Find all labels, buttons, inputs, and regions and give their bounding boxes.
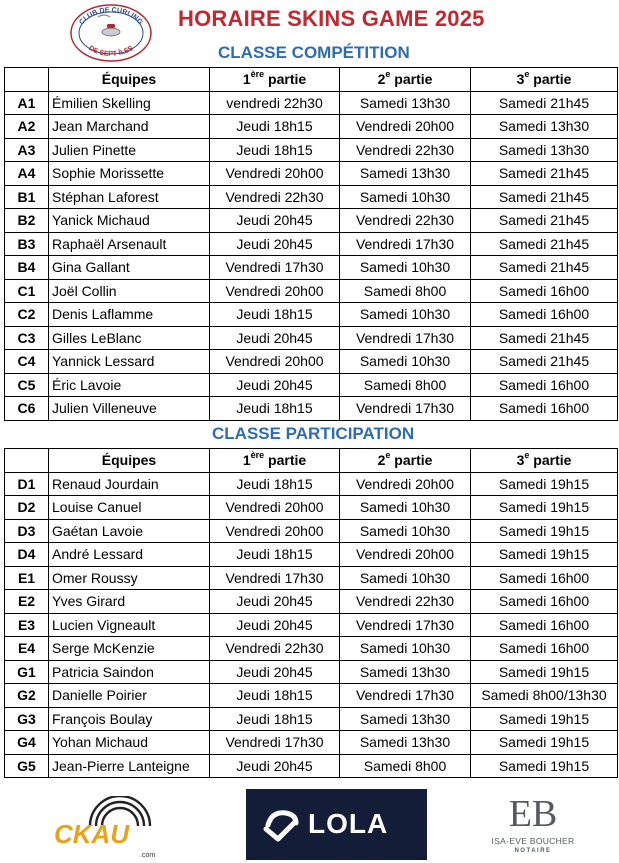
- game-1-time: Jeudi 18h15: [210, 543, 340, 567]
- table-row: [5, 91, 618, 115]
- team-code: C5: [5, 373, 49, 397]
- radio-waves-icon: [48, 796, 178, 858]
- header-game-1: 1ère partie: [210, 68, 340, 92]
- team-name: Raphaël Arsenault: [49, 232, 210, 256]
- header-game-1: 1ère partie: [210, 449, 340, 473]
- game-3-time: Samedi 13h30: [471, 138, 618, 162]
- table-row: [5, 185, 618, 209]
- game-1-time: Vendredi 17h30: [210, 256, 340, 280]
- game-2-time: Samedi 10h30: [340, 256, 471, 280]
- table-row: [5, 232, 618, 256]
- team-code: B2: [5, 209, 49, 233]
- club-logo: [68, 3, 154, 63]
- game-3-time: Samedi 21h45: [471, 91, 618, 115]
- game-3-time: Samedi 16h00: [471, 613, 618, 637]
- team-name: Julien Villeneuve: [49, 397, 210, 421]
- game-3-time: Samedi 16h00: [471, 397, 618, 421]
- game-3-time: Samedi 19h15: [471, 731, 618, 755]
- game-1-time: vendredi 22h30: [210, 91, 340, 115]
- lola-wordmark: LOLA: [308, 808, 389, 839]
- team-code: D2: [5, 496, 49, 520]
- table-row: [5, 590, 618, 614]
- table-row: [5, 660, 618, 684]
- game-2-time: Vendredi 22h30: [340, 138, 471, 162]
- game-2-time: Vendredi 22h30: [340, 209, 471, 233]
- game-3-time: Samedi 8h00/13h30: [471, 684, 618, 708]
- game-3-time: Samedi 21h45: [471, 185, 618, 209]
- team-name: Serge McKenzie: [49, 637, 210, 661]
- team-name: Gina Gallant: [49, 256, 210, 280]
- section-title-competition: CLASSE COMPÉTITION: [218, 43, 410, 62]
- game-1-time: Vendredi 20h00: [210, 279, 340, 303]
- header-code: [5, 449, 49, 473]
- team-name: Éric Lavoie: [49, 373, 210, 397]
- game-2-time: Samedi 10h30: [340, 303, 471, 327]
- team-name: Gaétan Lavoie: [49, 519, 210, 543]
- game-3-time: Samedi 16h00: [471, 566, 618, 590]
- game-3-time: Samedi 19h15: [471, 543, 618, 567]
- game-3-time: Samedi 16h00: [471, 303, 618, 327]
- team-name: Yanick Michaud: [49, 209, 210, 233]
- team-code: C6: [5, 397, 49, 421]
- table-header-row: [5, 449, 618, 473]
- game-3-time: Samedi 19h15: [471, 707, 618, 731]
- team-code: D4: [5, 543, 49, 567]
- table-row: [5, 350, 618, 374]
- team-name: François Boulay: [49, 707, 210, 731]
- table-row: [5, 397, 618, 421]
- team-name: Jean-Pierre Lanteigne: [49, 754, 210, 778]
- table-row: [5, 566, 618, 590]
- table-row: [5, 162, 618, 186]
- game-2-time: Vendredi 17h30: [340, 684, 471, 708]
- game-1-time: Jeudi 18h15: [210, 303, 340, 327]
- table-header-row: [5, 68, 618, 92]
- game-2-time: Samedi 8h00: [340, 373, 471, 397]
- team-name: Gilles LeBlanc: [49, 326, 210, 350]
- table-row: [5, 754, 618, 778]
- team-code: E1: [5, 566, 49, 590]
- game-1-time: Jeudi 18h15: [210, 138, 340, 162]
- page-title: HORAIRE SKINS GAME 2025: [178, 6, 485, 31]
- section-title-participation: CLASSE PARTICIPATION: [212, 424, 415, 443]
- header-game-3: 3e partie: [471, 68, 618, 92]
- team-code: G2: [5, 684, 49, 708]
- table-row: [5, 707, 618, 731]
- table-row: [5, 209, 618, 233]
- team-name: André Lessard: [49, 543, 210, 567]
- game-1-time: Vendredi 20h00: [210, 496, 340, 520]
- game-1-time: Jeudi 20h45: [210, 590, 340, 614]
- game-1-time: Vendredi 20h00: [210, 519, 340, 543]
- game-3-time: Samedi 19h15: [471, 472, 618, 496]
- game-1-time: Jeudi 20h45: [210, 660, 340, 684]
- schedule-table-participation: [4, 448, 618, 778]
- game-1-time: Jeudi 20h45: [210, 373, 340, 397]
- game-1-time: Jeudi 20h45: [210, 232, 340, 256]
- svg-text:CLUB DE CURLING: CLUB DE CURLING: [78, 6, 144, 27]
- game-1-time: Jeudi 18h15: [210, 707, 340, 731]
- sponsor-isa-eve-boucher-logo: [478, 790, 588, 858]
- game-1-time: Jeudi 20h45: [210, 613, 340, 637]
- table-row: [5, 256, 618, 280]
- svg-text:DE SEPT-ÎLES: DE SEPT-ÎLES: [87, 44, 135, 58]
- table-row: [5, 326, 618, 350]
- eb-monogram-icon: [506, 790, 560, 834]
- team-code: A1: [5, 91, 49, 115]
- header-game-3: 3e partie: [471, 449, 618, 473]
- team-code: E3: [5, 613, 49, 637]
- team-name: Émilien Skelling: [49, 91, 210, 115]
- game-3-time: Samedi 19h15: [471, 660, 618, 684]
- game-2-time: Samedi 10h30: [340, 496, 471, 520]
- table-row: [5, 303, 618, 327]
- table-row: [5, 684, 618, 708]
- game-1-time: Jeudi 20h45: [210, 209, 340, 233]
- ckau-wordmark: CKAU: [54, 819, 130, 849]
- team-code: A4: [5, 162, 49, 186]
- team-code: A2: [5, 115, 49, 139]
- game-1-time: Vendredi 17h30: [210, 731, 340, 755]
- table-row: [5, 496, 618, 520]
- team-name: Renaud Jourdain: [49, 472, 210, 496]
- game-1-time: Jeudi 18h15: [210, 684, 340, 708]
- game-3-time: Samedi 21h45: [471, 209, 618, 233]
- game-2-time: Vendredi 17h30: [340, 613, 471, 637]
- game-2-time: Samedi 10h30: [340, 350, 471, 374]
- game-2-time: Vendredi 22h30: [340, 590, 471, 614]
- game-3-time: Samedi 21h45: [471, 232, 618, 256]
- game-3-time: Samedi 21h45: [471, 256, 618, 280]
- game-1-time: Jeudi 18h15: [210, 472, 340, 496]
- team-code: D1: [5, 472, 49, 496]
- team-name: Joël Collin: [49, 279, 210, 303]
- isa-subtitle-text: NOTAIRE: [514, 848, 552, 854]
- game-3-time: Samedi 19h15: [471, 519, 618, 543]
- table-row: [5, 731, 618, 755]
- game-3-time: Samedi 19h15: [471, 496, 618, 520]
- team-name: Stéphan Laforest: [49, 185, 210, 209]
- game-2-time: Samedi 8h00: [340, 754, 471, 778]
- team-code: C2: [5, 303, 49, 327]
- team-name: Sophie Morissette: [49, 162, 210, 186]
- team-code: B3: [5, 232, 49, 256]
- team-code: C1: [5, 279, 49, 303]
- game-3-time: Samedi 16h00: [471, 279, 618, 303]
- sponsor-ckau-logo: [48, 796, 178, 858]
- game-3-time: Samedi 16h00: [471, 373, 618, 397]
- game-1-time: Vendredi 20h00: [210, 350, 340, 374]
- game-2-time: Samedi 10h30: [340, 637, 471, 661]
- team-name: Yves Girard: [49, 590, 210, 614]
- team-code: C4: [5, 350, 49, 374]
- game-3-time: Samedi 21h45: [471, 350, 618, 374]
- game-2-time: Samedi 13h30: [340, 91, 471, 115]
- table-row: [5, 279, 618, 303]
- header-game-2: 2e partie: [340, 68, 471, 92]
- game-2-time: Samedi 10h30: [340, 566, 471, 590]
- isa-name-text: ISA-EVE BOUCHER: [491, 836, 575, 846]
- lola-logo-icon: [260, 805, 302, 845]
- team-name: Omer Roussy: [49, 566, 210, 590]
- game-3-time: Samedi 21h45: [471, 326, 618, 350]
- game-1-time: Vendredi 20h00: [210, 162, 340, 186]
- game-3-time: Samedi 13h30: [471, 115, 618, 139]
- table-row: [5, 115, 618, 139]
- team-code: A3: [5, 138, 49, 162]
- game-1-time: Jeudi 20h45: [210, 326, 340, 350]
- table-row: [5, 138, 618, 162]
- table-row: [5, 613, 618, 637]
- table-row: [5, 543, 618, 567]
- team-code: G1: [5, 660, 49, 684]
- schedule-table-competition: [4, 67, 618, 421]
- svg-text:EB: EB: [508, 793, 558, 834]
- team-code: G4: [5, 731, 49, 755]
- team-code: E4: [5, 637, 49, 661]
- table-row: [5, 637, 618, 661]
- team-name: Danielle Poirier: [49, 684, 210, 708]
- header-code: [5, 68, 49, 92]
- game-2-time: Samedi 13h30: [340, 162, 471, 186]
- game-1-time: Jeudi 20h45: [210, 754, 340, 778]
- game-1-time: Jeudi 18h15: [210, 397, 340, 421]
- game-2-time: Samedi 13h30: [340, 731, 471, 755]
- game-2-time: Vendredi 20h00: [340, 472, 471, 496]
- team-code: D3: [5, 519, 49, 543]
- game-3-time: Samedi 19h15: [471, 754, 618, 778]
- team-name: Patricia Saindon: [49, 660, 210, 684]
- team-name: Yohan Michaud: [49, 731, 210, 755]
- team-code: G5: [5, 754, 49, 778]
- svg-text:.com: .com: [140, 852, 156, 858]
- game-2-time: Samedi 10h30: [340, 185, 471, 209]
- game-2-time: Vendredi 17h30: [340, 326, 471, 350]
- team-code: B4: [5, 256, 49, 280]
- game-2-time: Samedi 13h30: [340, 660, 471, 684]
- header-teams: Équipes: [49, 68, 210, 92]
- table-row: [5, 373, 618, 397]
- game-2-time: Samedi 10h30: [340, 519, 471, 543]
- team-name: Denis Laflamme: [49, 303, 210, 327]
- game-1-time: Vendredi 17h30: [210, 566, 340, 590]
- team-name: Julien Pinette: [49, 138, 210, 162]
- table-row: [5, 472, 618, 496]
- game-3-time: Samedi 21h45: [471, 162, 618, 186]
- game-2-time: Vendredi 17h30: [340, 232, 471, 256]
- game-2-time: Samedi 13h30: [340, 707, 471, 731]
- team-name: Lucien Vigneault: [49, 613, 210, 637]
- sponsor-lola-logo: [246, 789, 427, 860]
- game-2-time: Vendredi 20h00: [340, 115, 471, 139]
- header-teams: Équipes: [49, 449, 210, 473]
- game-2-time: Vendredi 20h00: [340, 543, 471, 567]
- game-1-time: Vendredi 22h30: [210, 185, 340, 209]
- team-code: C3: [5, 326, 49, 350]
- game-1-time: Vendredi 22h30: [210, 637, 340, 661]
- team-name: Yannick Lessard: [49, 350, 210, 374]
- team-code: E2: [5, 590, 49, 614]
- game-3-time: Samedi 16h00: [471, 590, 618, 614]
- team-code: G3: [5, 707, 49, 731]
- game-3-time: Samedi 16h00: [471, 637, 618, 661]
- header-game-2: 2e partie: [340, 449, 471, 473]
- table-row: [5, 519, 618, 543]
- curling-club-logo-icon: [68, 3, 154, 63]
- team-name: Louise Canuel: [49, 496, 210, 520]
- team-name: Jean Marchand: [49, 115, 210, 139]
- team-code: B1: [5, 185, 49, 209]
- game-2-time: Samedi 8h00: [340, 279, 471, 303]
- game-2-time: Vendredi 17h30: [340, 397, 471, 421]
- game-1-time: Jeudi 18h15: [210, 115, 340, 139]
